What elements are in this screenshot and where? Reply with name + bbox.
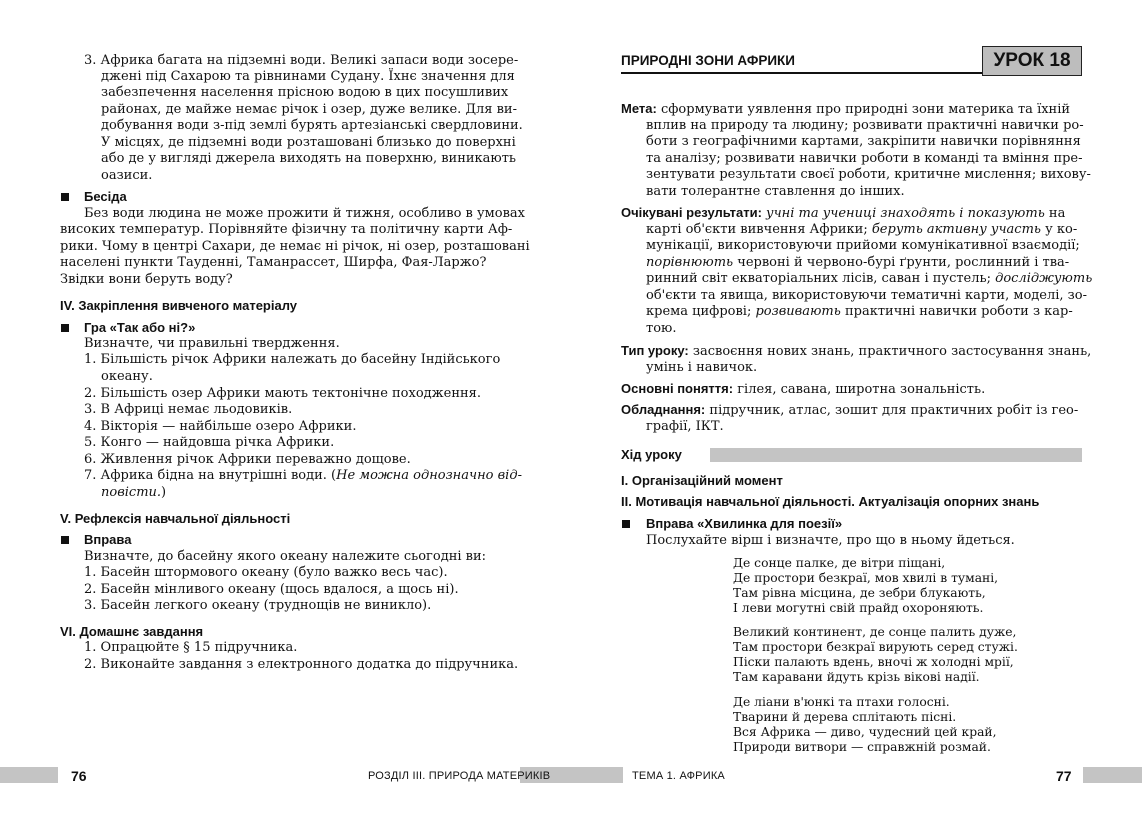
text-line: У місцях, де підземні води розташовані близько до поверхні <box>101 135 516 150</box>
text-line: високих температур. Порівняйте фізичну та політичну карти Аф- <box>60 222 513 237</box>
text-line: джені під Сахарою та рівнинами Судану. Їхнє значення для <box>101 69 515 84</box>
text: у ко- <box>1040 222 1078 237</box>
emphasis: розвивають <box>755 304 841 319</box>
text-line: боти з географічними картами, закріпити навички порівняння <box>646 134 1081 149</box>
text-line: об'єкти та явища, використовуючи тематичні карти, моделі, зо- <box>646 288 1087 303</box>
vprava-intro: Визначте, до басейну якого океану належите сьогодні ви: <box>84 549 487 564</box>
text-line <box>646 271 1092 287</box>
square-bullet-icon <box>61 324 69 332</box>
poem-task-intro: Послухайте вірш і визначте, про що в ньому йдеться. <box>646 533 1015 548</box>
text: практичні навички роботи з кар- <box>840 304 1073 319</box>
emphasis: учні та учениці знаходять і показують <box>766 206 1045 221</box>
concepts-label: Основні поняття: <box>621 381 734 396</box>
poem-line: Тварини й дерева сплітають пісні. <box>733 710 957 724</box>
list-item: 2. Більшість озер Африки мають тектонічне походження. <box>84 386 481 401</box>
poem-line: Там простори безкраї вирують серед стужі. <box>733 640 1018 654</box>
text: ринний світ екваторіальних лісів, саван і пустель; <box>646 271 996 286</box>
text-line: та аналізу; розвивати навички роботи в команді та вміння пре- <box>646 151 1083 166</box>
poem-task-heading: Вправа «Хвилинка для поезії» <box>646 516 843 531</box>
emphasis: беруть активну участь <box>871 222 1041 237</box>
section-2-heading: II. Мотивація навчальної діяльності. Актуалізація опорних знань <box>621 494 1040 509</box>
equipment-label: Обладнання: <box>621 402 706 417</box>
emphasis: досліджують <box>995 271 1093 286</box>
lesson-badge-label: УРОК 18 <box>993 50 1071 71</box>
key-concepts <box>621 381 985 398</box>
poem-line: Де ліани в'юнкі та птахи голосні. <box>733 695 950 709</box>
text-line: Без води людина не може прожити й тижня, особливо в умовах <box>84 206 525 221</box>
list-item: 3. В Африці немає льодовиків. <box>84 402 293 417</box>
list-item: океану. <box>101 369 153 384</box>
text-line <box>621 205 1065 222</box>
vprava-heading: Вправа <box>84 532 132 547</box>
footer-topic-title: ТЕМА 1. АФРИКА <box>632 770 725 782</box>
section-5-heading: V. Рефлексія навчальної діяльності <box>60 511 291 526</box>
page-number: 76 <box>71 768 87 784</box>
game-intro: Визначте, чи правильні твердження. <box>84 336 340 351</box>
footer-bar <box>0 767 58 783</box>
footer-section-title: РОЗДІЛ III. ПРИРОДА МАТЕРИКІВ <box>368 770 551 782</box>
list-item: 2. Виконайте завдання з електронного додатка до підручника. <box>84 657 519 672</box>
list-item: 5. Конго — найдовша річка Африки. <box>84 435 335 450</box>
course-heading-bar <box>710 448 1082 462</box>
course-heading: Хід уроку <box>621 447 682 462</box>
answer-note: повісти. <box>101 485 162 500</box>
list-item-text: 7. Африка бідна на внутрішні води. ( <box>84 468 337 483</box>
text-line: тою. <box>646 321 677 336</box>
goal-label: Мета: <box>621 101 657 116</box>
text-line: 3. Африка багата на підземні води. Великі запаси води зосере- <box>84 53 519 68</box>
text-line: або де у вигляді джерела виходять на поверхню, виникають <box>101 151 516 166</box>
text-line: умінь і навичок. <box>646 360 758 375</box>
header-rule <box>621 72 1032 74</box>
text-line <box>646 304 1073 320</box>
square-bullet-icon <box>61 536 69 544</box>
poem-line: Там рівна місцина, де зебри блукають, <box>733 586 986 600</box>
text: гілея, савана, широтна зональність. <box>733 382 986 397</box>
poem-line: Де сонце палке, де вітри піщані, <box>733 556 946 570</box>
text-line <box>621 343 1091 360</box>
footer-bar <box>571 767 623 783</box>
text-line: населені пункти Тауденні, Таманрассет, Ширфа, Фая-Ларжо? <box>60 255 487 270</box>
text-line: мунікації, використовуючи прийоми комунікативної взаємодії; <box>646 238 1080 253</box>
text: крема цифрові; <box>646 304 756 319</box>
section-6-heading: VI. Домашнє завдання <box>60 624 204 639</box>
list-item <box>84 468 522 484</box>
list-item: 1. Басейн штормового океану (було важко весь час). <box>84 565 448 580</box>
text-line: забезпечення населення прісною водою в цих посушливих <box>101 85 509 100</box>
square-bullet-icon <box>61 193 69 201</box>
poem-line: Піски палають вдень, вночі ж холодні мрії, <box>733 655 1014 669</box>
footer-bar <box>1083 767 1142 783</box>
game-heading: Гра «Так або ні?» <box>84 320 196 335</box>
text-line <box>621 402 1078 419</box>
list-item: 2. Басейн мінливого океану (щось вдалося, а щось ні). <box>84 582 459 597</box>
text-line: рики. Чому в центрі Сахари, де немає ні річок, ні озер, розташовані <box>60 239 530 254</box>
poem-line: Вся Африка — диво, чудесний цей край, <box>733 725 997 739</box>
text-line: добування води з-під землі бурять артезіанські свердловини. <box>101 118 523 133</box>
poem-line: Там каравани йдуть крізь вікові надії. <box>733 670 980 684</box>
text-line <box>646 255 1069 271</box>
list-item: 3. Басейн легкого океану (труднощів не виникло). <box>84 598 432 613</box>
poem-line: Великий континент, де сонце палить дуже, <box>733 625 1017 639</box>
list-item: 1. Більшість річок Африки належать до басейну Індійського <box>84 352 501 367</box>
list-item: 1. Опрацюйте § 15 підручника. <box>84 640 298 655</box>
text-line: вати толерантне ставлення до інших. <box>646 184 905 199</box>
list-item: 4. Вікторія — найбільше озеро Африки. <box>84 419 357 434</box>
text-line <box>646 222 1077 238</box>
text-line: вплив на природу та людину; розвивати практичні навички ро- <box>646 118 1084 133</box>
goal-text: сформувати уявлення про природні зони материка та їхній <box>656 102 1071 117</box>
poem-line: І леви могутні свій прайд охороняють. <box>733 601 984 615</box>
text-line: районах, де майже немає річок і озер, дуже велике. Для ви- <box>101 102 517 117</box>
answer-note: Не можна однозначно від- <box>336 468 522 483</box>
emphasis: порівнюють <box>646 255 734 270</box>
text-line: Звідки вони беруть воду? <box>60 272 233 287</box>
poem-line: Природи витвори — справжній розмай. <box>733 740 991 754</box>
text: карті об'єкти вивчення Африки; <box>646 222 872 237</box>
text: підручник, атлас, зошит для практичних робіт із гео- <box>705 403 1079 418</box>
section-4-heading: IV. Закріплення вивченого матеріалу <box>60 298 298 313</box>
text: червоні й червоно-бурі ґрунти, рослинний і тва- <box>733 255 1070 270</box>
results-label: Очікувані результати: <box>621 205 762 220</box>
text-line: графії, ІКТ. <box>646 419 724 434</box>
lesson-badge <box>982 46 1082 76</box>
page-number: 77 <box>1056 768 1072 784</box>
type-label: Тип уроку: <box>621 343 689 358</box>
text: засвоєння нових знань, практичного застосування знань, <box>688 344 1092 359</box>
text-line: зентувати результати своєї роботи, критичне мислення; вихову- <box>646 167 1091 182</box>
text-line <box>621 101 1070 118</box>
section-1-heading: I. Організаційний момент <box>621 473 783 488</box>
paren-close: ) <box>161 485 167 500</box>
text-line: оазиси. <box>101 168 153 183</box>
list-item-continuation <box>101 485 166 501</box>
list-item: 6. Живлення річок Африки переважно дощове. <box>84 452 411 467</box>
lesson-title: ПРИРОДНІ ЗОНИ АФРИКИ <box>621 53 795 68</box>
besida-heading: Бесіда <box>84 189 127 204</box>
text: на <box>1044 206 1066 221</box>
poem-line: Де простори безкраї, мов хвилі в тумані, <box>733 571 999 585</box>
square-bullet-icon <box>622 520 630 528</box>
